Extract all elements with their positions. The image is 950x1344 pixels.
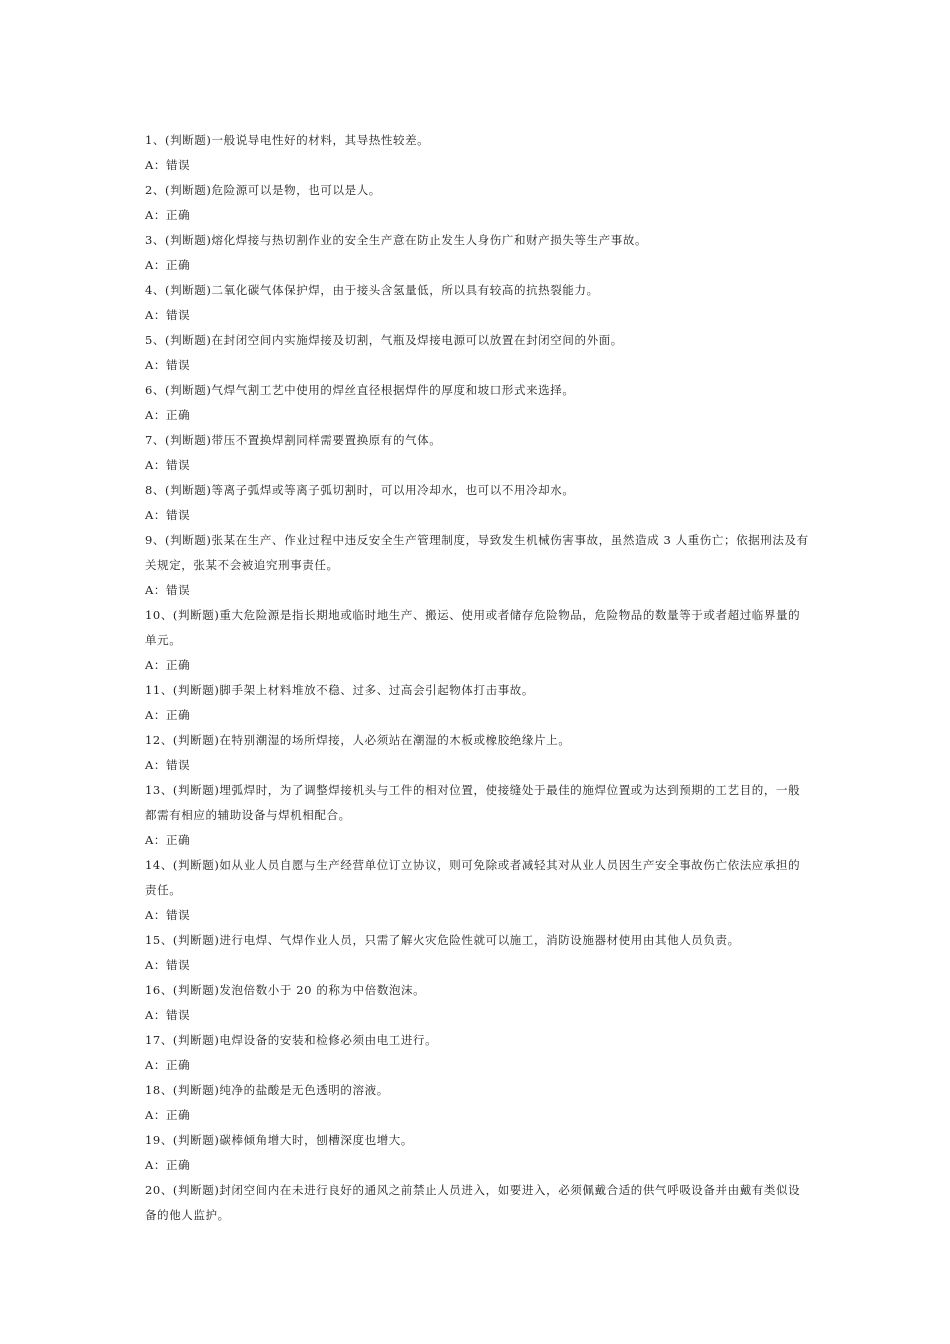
- question-11: 11、(判断题)脚手架上材料堆放不稳、过多、过高会引起物体打击事故。: [145, 683, 535, 697]
- answer-17: A：正确: [145, 1058, 191, 1072]
- question-4: 4、(判断题)二氧化碳气体保护焊，由于接头含氢量低，所以具有较高的抗热裂能力。: [145, 283, 599, 297]
- question-14: 14、(判断题)如从业人员自愿与生产经营单位订立协议，则可免除或者减轻其对从业人员因生产安全事故伤亡依法应承担的责任。: [145, 858, 801, 897]
- answer-7: A：错误: [145, 458, 191, 472]
- question-7: 7、(判断题)带压不置换焊割同样需要置换原有的气体。: [145, 433, 442, 447]
- question-2: 2、(判断题)危险源可以是物，也可以是人。: [145, 183, 381, 197]
- question-12: 12、(判断题)在特别潮湿的场所焊接，人必须站在潮湿的木板或橡胶绝缘片上。: [145, 733, 571, 747]
- answer-5: A：错误: [145, 358, 191, 372]
- answer-18: A：正确: [145, 1108, 191, 1122]
- answer-9: A：错误: [145, 583, 191, 597]
- question-20: 20、(判断题)封闭空间内在未进行良好的通风之前禁止人员进入，如要进入，必须佩戴合适的供气呼吸设备并由戴有类似设备的他人监护。: [145, 1183, 801, 1222]
- answer-15: A：错误: [145, 958, 191, 972]
- answer-14: A：错误: [145, 908, 191, 922]
- answer-1: A：错误: [145, 158, 191, 172]
- answer-12: A：错误: [145, 758, 191, 772]
- answer-10: A：正确: [145, 658, 191, 672]
- answer-3: A：正确: [145, 258, 191, 272]
- answer-19: A：正确: [145, 1158, 191, 1172]
- question-6: 6、(判断题)气焊气割工艺中使用的焊丝直径根据焊件的厚度和坡口形式来选择。: [145, 383, 575, 397]
- answer-16: A：错误: [145, 1008, 191, 1022]
- answer-6: A：正确: [145, 408, 191, 422]
- question-9: 9、(判断题)张某在生产、作业过程中违反安全生产管理制度，导致发生机械伤害事故，虽然造成 3 人重伤亡；依据刑法及有关规定，张某不会被追究刑事责任。: [145, 533, 809, 572]
- question-list: [145, 128, 810, 1228]
- question-18: 18、(判断题)纯净的盐酸是无色透明的溶液。: [145, 1083, 389, 1097]
- question-10: 10、(判断题)重大危险源是指长期地或临时地生产、搬运、使用或者储存危险物品，危险物品的数量等于或者超过临界量的单元。: [145, 608, 801, 647]
- answer-13: A：正确: [145, 833, 191, 847]
- question-15: 15、(判断题)进行电焊、气焊作业人员，只需了解火灾危险性就可以施工，消防设施器材使用由其他人员负责。: [145, 933, 740, 947]
- answer-2: A：正确: [145, 208, 191, 222]
- question-17: 17、(判断题)电焊设备的安装和检修必须由电工进行。: [145, 1033, 438, 1047]
- question-13: 13、(判断题)埋弧焊时，为了调整焊接机头与工件的相对位置，使接缝处于最佳的施焊位置或为达到预期的工艺目的，一般都需有相应的辅助设备与焊机相配合。: [145, 783, 801, 822]
- question-19: 19、(判断题)碳棒倾角增大时，刨槽深度也增大。: [145, 1133, 414, 1147]
- question-8: 8、(判断题)等离子弧焊或等离子弧切割时，可以用冷却水，也可以不用冷却水。: [145, 483, 575, 497]
- answer-4: A：错误: [145, 308, 191, 322]
- answer-11: A：正确: [145, 708, 191, 722]
- question-1: 1、(判断题)一般说导电性好的材料，其导热性较差。: [145, 133, 430, 147]
- question-5: 5、(判断题)在封闭空间内实施焊接及切割，气瓶及焊接电源可以放置在封闭空间的外面。: [145, 333, 623, 347]
- answer-8: A：错误: [145, 508, 191, 522]
- question-3: 3、(判断题)熔化焊接与热切割作业的安全生产意在防止发生人身伤广和财产损失等生产事故。: [145, 233, 648, 247]
- question-16: 16、(判断题)发泡倍数小于 20 的称为中倍数泡沫。: [145, 983, 426, 997]
